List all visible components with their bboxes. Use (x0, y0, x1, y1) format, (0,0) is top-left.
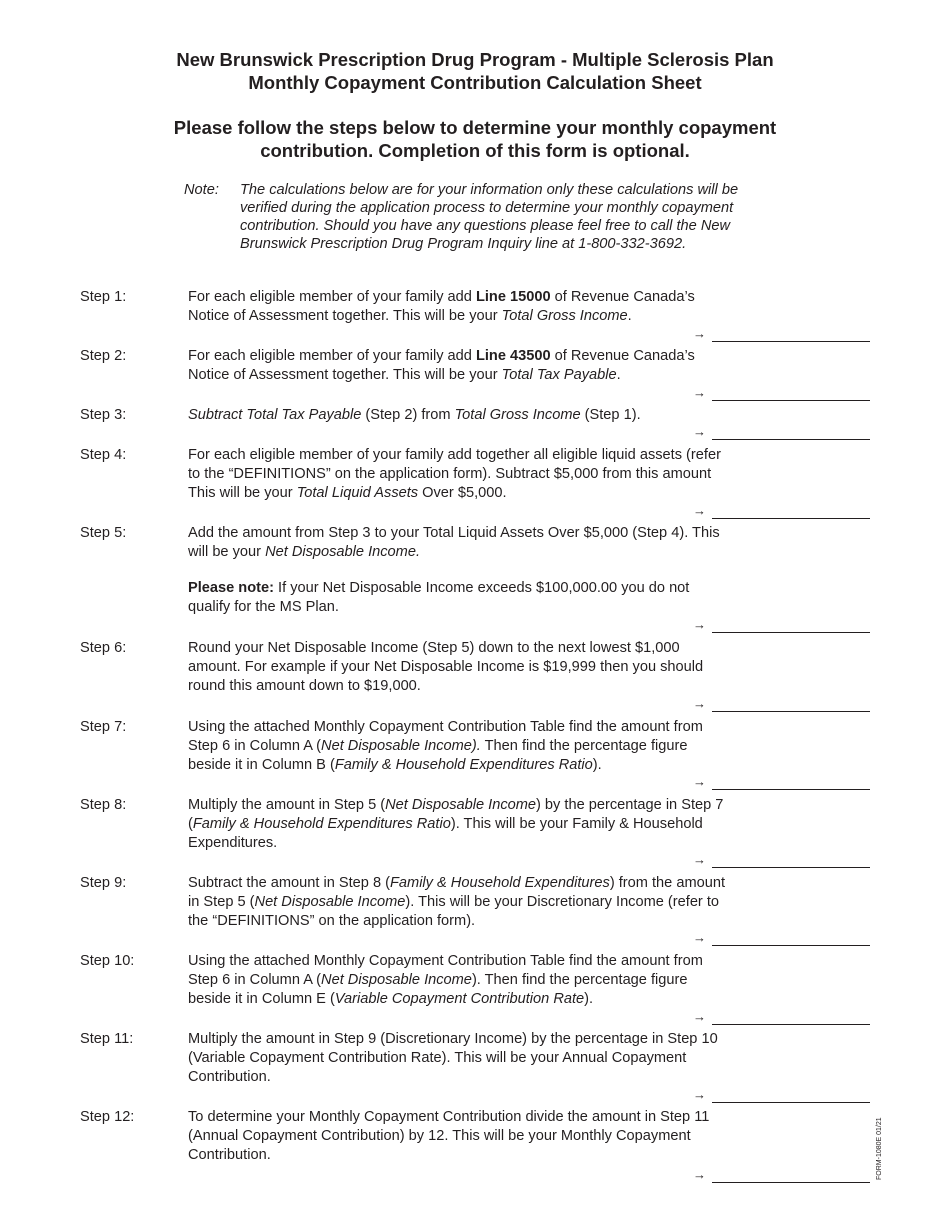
step-label: Step 1: (80, 289, 127, 305)
instructions-heading (0, 116, 950, 162)
answer-blank-field[interactable] (712, 1102, 870, 1103)
step-5-answer (0, 617, 950, 636)
step-4-answer (0, 503, 950, 522)
answer-blank-field[interactable] (712, 867, 870, 868)
step-instructions (188, 718, 733, 775)
step-instructions (188, 952, 733, 1009)
answer-blank-field[interactable] (712, 1182, 870, 1183)
step-paragraph: For each eligible member of your family add Line 15000 of Revenue Canada’s Notice of Assessment together. This will be your Total Gross Income. (188, 289, 695, 324)
arrow-right-icon: → (693, 1087, 706, 1102)
arrow-right-icon: → (693, 774, 706, 789)
step-instructions (188, 288, 733, 326)
answer-blank-field[interactable] (712, 518, 870, 519)
step-8-answer (0, 852, 950, 871)
step-paragraph: For each eligible member of your family add together all eligible liquid assets (refer to the “DEFINITIONS” on the application form). Subtract $5,000 from this amount This will be your Total Liquid Assets Over $5,000. (188, 447, 721, 501)
answer-blank-field[interactable] (712, 945, 870, 946)
note-label: Note: (184, 182, 219, 198)
instructions-heading-line-2: contribution. Completion of this form is optional. (260, 140, 690, 161)
step-paragraph: Subtract Total Tax Payable (Step 2) from Total Gross Income (Step 1). (188, 407, 641, 423)
step-paragraph: Multiply the amount in Step 5 (Net Disposable Income) by the percentage in Step 7 (Family & Household Expenditures Ratio). This will be your Family & Household Expenditures. (188, 797, 724, 851)
step-paragraph: Subtract the amount in Step 8 (Family & Household Expenditures) from the amount in Step 5 (Net Disposable Income). This will be your Discretionary Income (refer to the “DEFINITIONS” on the application form). (188, 875, 726, 929)
arrow-right-icon: → (693, 503, 706, 518)
arrow-right-icon: → (693, 385, 706, 400)
step-paragraph: For each eligible member of your family add Line 43500 of Revenue Canada’s Notice of Assessment together. This will be your Total Tax Payable. (188, 348, 695, 383)
step-11-answer (0, 1087, 950, 1106)
step-label: Step 6: (80, 640, 127, 656)
step-label: Step 8: (80, 797, 127, 813)
step-paragraph: Using the attached Monthly Copayment Contribution Table find the amount from Step 6 in Column A (Net Disposable Income). Then find the percentage figure beside it in Column E (Variable Copayment Contribution Rate). (188, 953, 703, 1007)
arrow-right-icon: → (693, 424, 706, 439)
step-instructions (188, 524, 733, 617)
step-instructions (188, 1030, 733, 1087)
arrow-right-icon: → (693, 326, 706, 341)
form-title-line-2: Monthly Copayment Contribution Calculation Sheet (248, 72, 702, 93)
step-instructions (188, 874, 733, 931)
form-code: FORM-1080E 01/21 (876, 1117, 883, 1180)
instructions-heading-line-1: Please follow the steps below to determine your monthly copayment (173, 117, 777, 138)
arrow-right-icon: → (693, 1167, 706, 1182)
step-1-answer (0, 326, 950, 345)
step-2-answer (0, 385, 950, 404)
step-10-answer (0, 1009, 950, 1028)
answer-blank-field[interactable] (712, 439, 870, 440)
arrow-right-icon: → (693, 617, 706, 632)
step-3-answer (0, 424, 950, 443)
note-text: The calculations below are for your information only these calculations will be verified during the application process to determine your monthly copayment contribution. Should you have any questions please feel free to call the New Brunswick Prescription Drug Program Inquiry line at 1-800-332-3692. (240, 182, 739, 252)
step-label: Step 2: (80, 348, 127, 364)
answer-blank-field[interactable] (712, 1024, 870, 1025)
step-paragraph: Multiply the amount in Step 9 (Discretionary Income) by the percentage in Step 10 (Variable Copayment Contribution Rate). This will be your Annual Copayment Contribution. (188, 1031, 718, 1085)
step-instructions (188, 446, 733, 503)
step-instructions (188, 639, 733, 696)
answer-blank-field[interactable] (712, 711, 870, 712)
answer-blank-field[interactable] (712, 341, 870, 342)
form-title-line-1: New Brunswick Prescription Drug Program - Multiple Sclerosis Plan (176, 49, 774, 70)
step-label: Step 3: (80, 407, 127, 423)
step-label: Step 11: (80, 1031, 134, 1047)
arrow-right-icon: → (693, 1009, 706, 1024)
step-paragraph: Add the amount from Step 3 to your Total Liquid Assets Over $5,000 (Step 4). This will be your Net Disposable Income. (188, 525, 720, 560)
step-paragraph: To determine your Monthly Copayment Contribution divide the amount in Step 11 (Annual Copayment Contribution) by 12. This will be your Monthly Copayment Contribution. (188, 1109, 710, 1163)
step-7-answer (0, 774, 950, 793)
answer-blank-field[interactable] (712, 400, 870, 401)
answer-blank-field[interactable] (712, 632, 870, 633)
arrow-right-icon: → (693, 696, 706, 711)
answer-blank-field[interactable] (712, 789, 870, 790)
arrow-right-icon: → (693, 930, 706, 945)
step-12-answer (0, 1167, 950, 1186)
step-label: Step 4: (80, 447, 127, 463)
step-paragraph: Round your Net Disposable Income (Step 5) down to the next lowest $1,000 amount. For example if your Net Disposable Income is $19,999 then you should round this amount down to $19,000. (188, 640, 704, 694)
step-paragraph: Using the attached Monthly Copayment Contribution Table find the amount from Step 6 in Column A (Net Disposable Income). Then find the percentage figure beside it in Column B (Family & Household Expenditures Ratio). (188, 719, 703, 773)
step-6-answer (0, 696, 950, 715)
step-9-answer (0, 930, 950, 949)
step-instructions (188, 406, 733, 425)
step-instructions (188, 796, 733, 853)
step-label: Step 10: (80, 953, 135, 969)
form-title (0, 48, 950, 94)
step-label: Step 12: (80, 1109, 135, 1125)
arrow-right-icon: → (693, 852, 706, 867)
step-paragraph: Please note: If your Net Disposable Income exceeds $100,000.00 you do not qualify for the MS Plan. (188, 580, 690, 615)
step-instructions (188, 347, 733, 385)
step-instructions (188, 1108, 733, 1165)
step-label: Step 5: (80, 525, 127, 541)
step-label: Step 7: (80, 719, 127, 735)
step-label: Step 9: (80, 875, 127, 891)
